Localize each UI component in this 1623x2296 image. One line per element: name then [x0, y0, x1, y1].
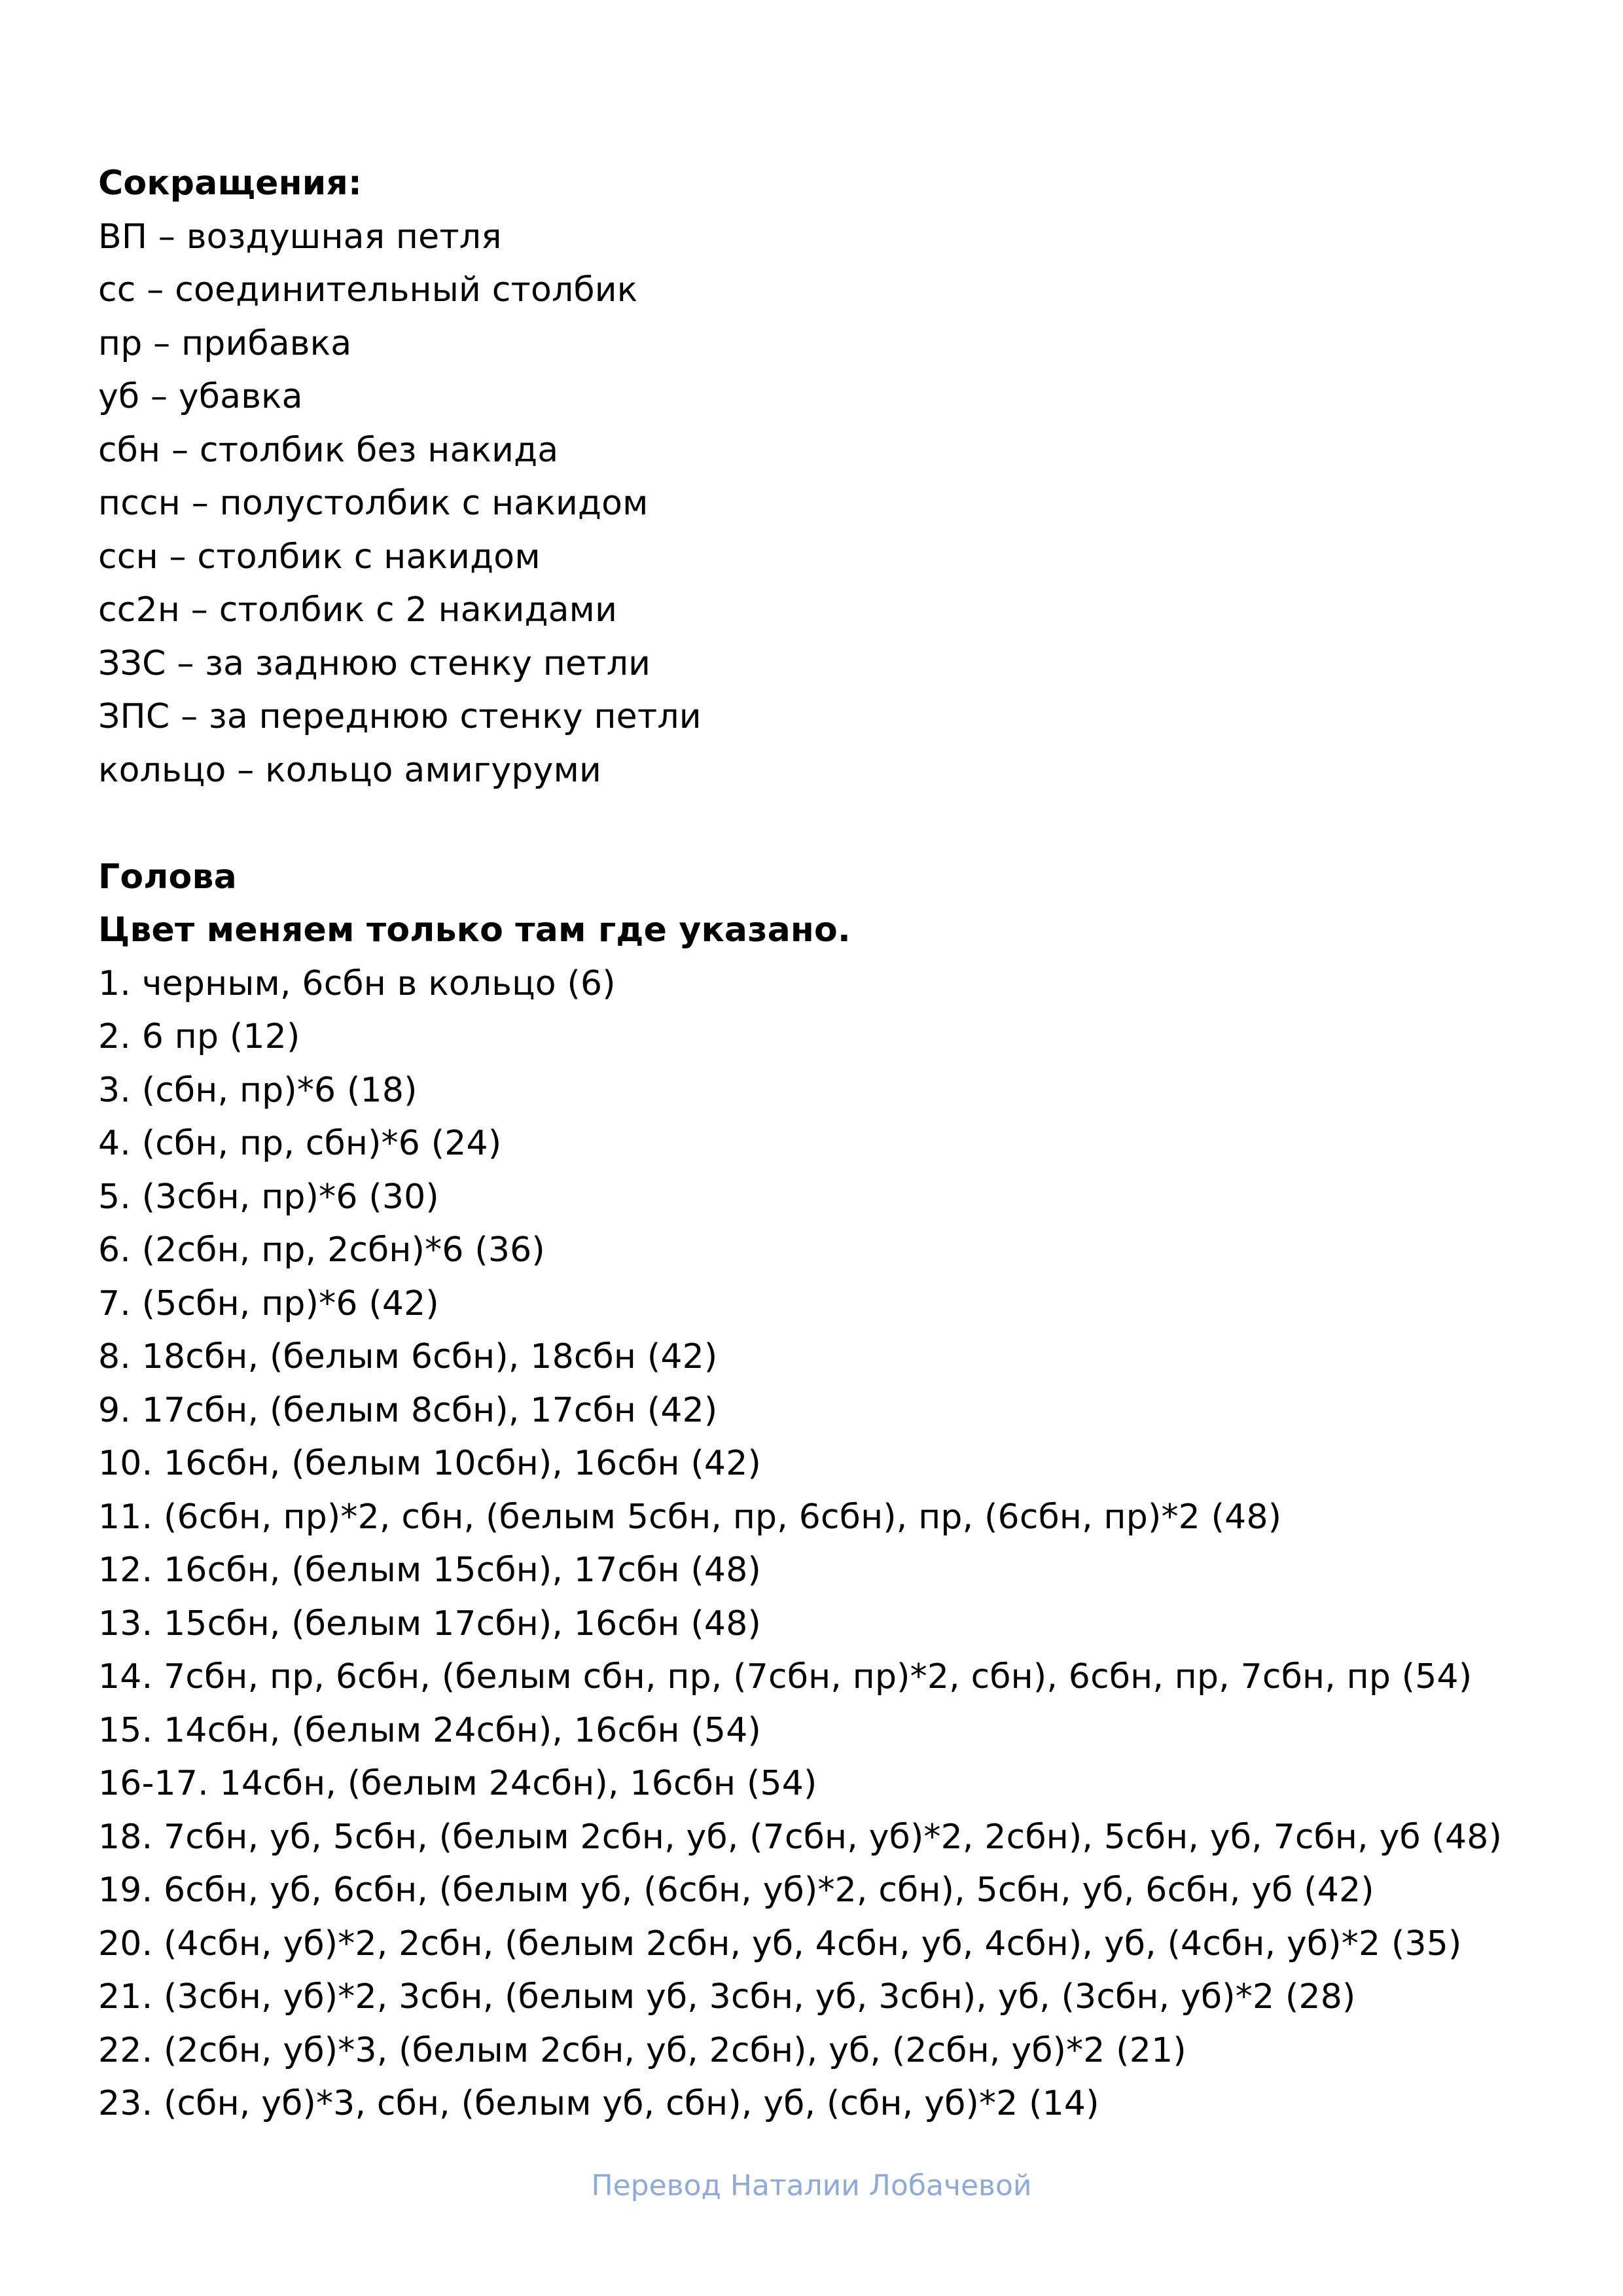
abbreviation-item: ЗПС – за переднюю стенку петли	[98, 697, 702, 736]
head-rows-list	[98, 958, 1571, 2131]
pattern-row: 14. 7сбн, пр, 6сбн, (белым сбн, пр, (7сбн, пр)*2, сбн), 6сбн, пр, 7сбн, пр (54)	[98, 1657, 1472, 1696]
pattern-row: 9. 17сбн, (белым 8сбн), 17сбн (42)	[98, 1390, 718, 1430]
pattern-row: 1. черным, 6сбн в кольцо (6)	[98, 963, 616, 1003]
pattern-row: 18. 7сбн, уб, 5сбн, (белым 2сбн, уб, (7сбн, уб)*2, 2сбн), 5сбн, уб, 7сбн, уб (48)	[98, 1817, 1503, 1857]
abbreviation-item: ВП – воздушная петля	[98, 217, 502, 257]
pattern-row: 11. (6сбн, пр)*2, сбн, (белым 5сбн, пр, 6сбн), пр, (6сбн, пр)*2 (48)	[98, 1497, 1282, 1537]
document-body	[98, 157, 1571, 2131]
pattern-row: 4. (сбн, пр, сбн)*6 (24)	[98, 1124, 502, 1163]
head-section	[98, 851, 1571, 2131]
pattern-row: 6. (2сбн, пр, 2сбн)*6 (36)	[98, 1230, 545, 1270]
abbreviation-item: кольцо – кольцо амигуруми	[98, 750, 602, 790]
pattern-row: 12. 16сбн, (белым 15сбн), 17сбн (48)	[98, 1551, 761, 1590]
pattern-row: 15. 14сбн, (белым 24сбн), 16сбн (54)	[98, 1710, 761, 1750]
pattern-row: 22. (2сбн, уб)*3, (белым 2сбн, уб, 2сбн), уб, (2сбн, уб)*2 (21)	[98, 2030, 1186, 2070]
pattern-row: 3. (сбн, пр)*6 (18)	[98, 1070, 418, 1110]
pattern-row: 7. (5сбн, пр)*6 (42)	[98, 1283, 439, 1323]
abbreviation-item: сбн – столбик без накида	[98, 430, 559, 470]
abbreviation-item: ссн – столбик с накидом	[98, 537, 541, 577]
abbreviation-item: сс2н – столбик с 2 накидами	[98, 590, 618, 630]
pattern-row: 5. (3сбн, пр)*6 (30)	[98, 1177, 439, 1217]
pattern-row: 2. 6 пр (12)	[98, 1017, 300, 1056]
translator-credit: Перевод Наталии Лобачевой	[591, 2169, 1032, 2202]
abbreviation-item: пр – прибавка	[98, 323, 352, 363]
abbreviation-item: сс – соединительный столбик	[98, 270, 638, 310]
pattern-row: 21. (3сбн, уб)*2, 3сбн, (белым уб, 3сбн, уб, 3сбн), уб, (3сбн, уб)*2 (28)	[98, 1977, 1356, 2017]
head-color-note: Цвет меняем только там где указано.	[98, 910, 851, 950]
section-gap	[98, 797, 1571, 851]
pattern-row: 10. 16сбн, (белым 10сбн), 16сбн (42)	[98, 1444, 761, 1483]
head-heading: Голова	[98, 857, 237, 897]
pattern-row: 13. 15сбн, (белым 17сбн), 16сбн (48)	[98, 1604, 761, 1643]
abbreviation-item: пссн – полустолбик с накидом	[98, 484, 649, 523]
pattern-row: 16-17. 14сбн, (белым 24сбн), 16сбн (54)	[98, 1764, 817, 1803]
pattern-row: 19. 6сбн, уб, 6сбн, (белым уб, (6сбн, уб)*2, сбн), 5сбн, уб, 6сбн, уб (42)	[98, 1871, 1374, 1910]
abbreviations-list	[98, 211, 1571, 798]
abbreviations-section	[98, 157, 1571, 797]
pattern-row: 20. (4сбн, уб)*2, 2сбн, (белым 2сбн, уб, 4сбн, уб, 4сбн), уб, (4сбн, уб)*2 (35)	[98, 1924, 1462, 1964]
pattern-row: 8. 18сбн, (белым 6сбн), 18сбн (42)	[98, 1337, 718, 1376]
abbreviation-item: ЗЗС – за заднюю стенку петли	[98, 643, 651, 683]
abbreviations-heading: Сокращения:	[98, 164, 362, 203]
pattern-row: 23. (сбн, уб)*3, сбн, (белым уб, сбн), уб, (сбн, уб)*2 (14)	[98, 2084, 1099, 2123]
abbreviation-item: уб – убавка	[98, 377, 303, 416]
